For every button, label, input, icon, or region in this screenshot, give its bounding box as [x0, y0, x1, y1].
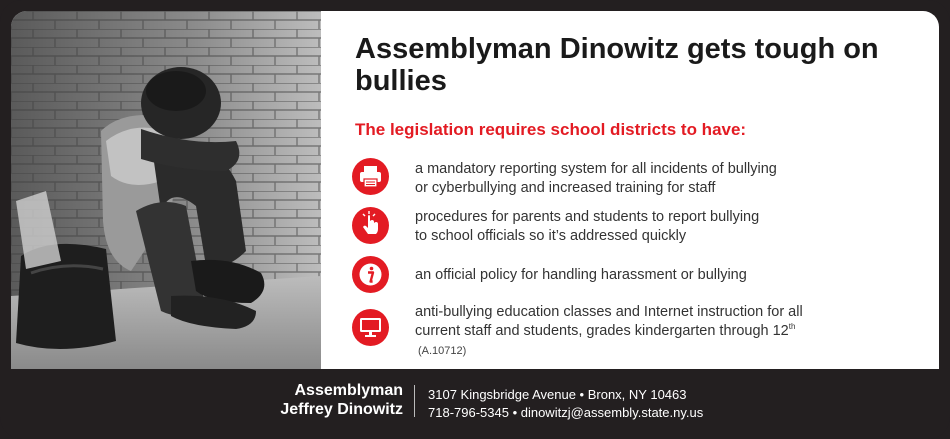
content-panel	[11, 11, 939, 369]
headline: Assemblyman Dinowitz gets tough on bullies	[355, 33, 879, 97]
subhead: The legislation requires school districts to have:	[355, 120, 747, 139]
phone-email-line: 718-796-5345 • dinowitzj@assembly.state.ny.us	[428, 405, 704, 420]
footer	[0, 369, 950, 439]
assemblyman-name-block	[280, 381, 403, 419]
list-item-text: a mandatory reporting system for all incidents of bullying or cyberbullying and increased training for staff	[415, 161, 777, 196]
bill-number: (A.10712)	[418, 345, 467, 357]
list-item-text: anti-bullying education classes and Internet instruction for all current staff and students, grades kindergarten through 12th	[415, 304, 803, 339]
contact-info	[428, 386, 703, 422]
info-icon	[352, 256, 389, 293]
superscript-th: th	[788, 322, 796, 332]
pointer-hand-icon	[352, 207, 389, 244]
name-full: Jeffrey Dinowitz	[280, 401, 403, 418]
monitor-icon	[352, 309, 389, 346]
footer-divider	[414, 385, 415, 417]
printer-icon	[352, 158, 389, 195]
name-title: Assemblyman	[294, 382, 403, 399]
list-item-text: procedures for parents and students to report bullying to school officials so it’s addressed quickly	[415, 209, 760, 244]
address-line: 3107 Kingsbridge Avenue • Bronx, NY 10463	[428, 387, 687, 402]
photo-boy-against-brick-wall	[11, 11, 321, 369]
list-item-text: an official policy for handling harassment or bullying	[415, 267, 747, 283]
